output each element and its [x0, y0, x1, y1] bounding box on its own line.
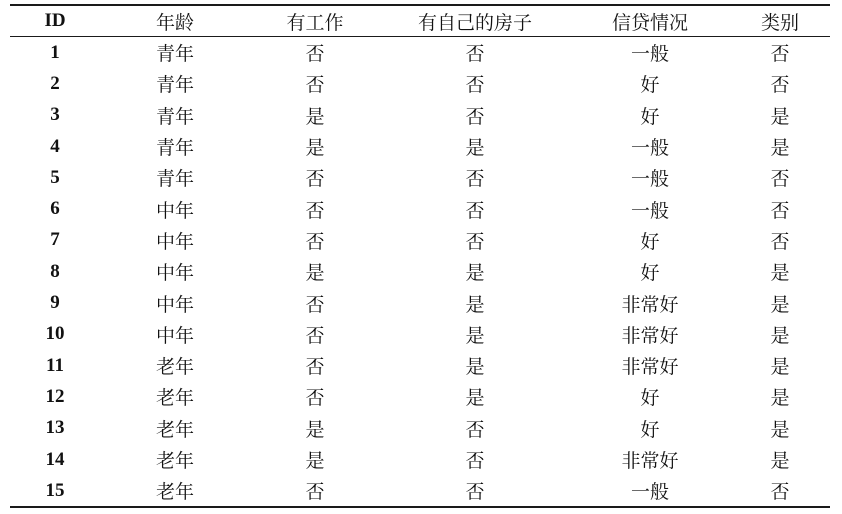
- cell-credit: 一般: [630, 43, 669, 66]
- cell-class: 否: [770, 43, 790, 66]
- cell-has-job: 否: [305, 74, 325, 97]
- loan-data-table: [10, 6, 830, 36]
- cell-has-job: 否: [305, 356, 325, 379]
- cell-credit: 好: [640, 230, 660, 253]
- cell-has-job: 是: [305, 137, 325, 160]
- cell-class: 否: [770, 199, 790, 222]
- cell-age: 青年: [155, 105, 194, 128]
- cell-own-house: 否: [465, 418, 485, 441]
- cell-age: 中年: [155, 293, 194, 316]
- header-own-house: 有自己的房子: [417, 11, 532, 34]
- cell-credit: 好: [640, 262, 660, 285]
- cell-id: 2: [50, 72, 60, 94]
- cell-has-job: 否: [305, 168, 325, 191]
- cell-has-job: 否: [305, 230, 325, 253]
- cell-has-job: 否: [305, 43, 325, 66]
- cell-id: 11: [46, 354, 64, 376]
- cell-age: 青年: [155, 168, 194, 191]
- cell-age: 青年: [155, 74, 194, 97]
- cell-own-house: 是: [465, 387, 485, 410]
- cell-own-house: 否: [465, 230, 485, 253]
- table-row: [10, 381, 830, 412]
- cell-has-job: 否: [305, 199, 325, 222]
- cell-class: 是: [770, 262, 790, 285]
- cell-own-house: 否: [465, 199, 485, 222]
- cell-age: 中年: [155, 324, 194, 347]
- cell-class: 是: [770, 293, 790, 316]
- cell-age: 老年: [155, 418, 194, 441]
- cell-class: 是: [770, 324, 790, 347]
- cell-own-house: 是: [465, 293, 485, 316]
- cell-own-house: 否: [465, 168, 485, 191]
- cell-id: 6: [50, 198, 60, 220]
- cell-id: 12: [45, 385, 65, 407]
- cell-credit: 非常好: [621, 356, 679, 379]
- cell-age: 老年: [155, 450, 194, 472]
- cell-own-house: 是: [465, 324, 485, 347]
- cell-class: 是: [770, 450, 790, 472]
- header-id: ID: [44, 10, 66, 31]
- cell-age: 老年: [155, 481, 194, 504]
- cell-id: 1: [50, 41, 60, 63]
- cell-has-job: 否: [305, 481, 325, 504]
- cell-age: 青年: [155, 43, 194, 66]
- cell-age: 中年: [155, 199, 194, 222]
- table-row: [10, 68, 830, 99]
- cell-own-house: 是: [465, 262, 485, 285]
- header-age: 年龄: [155, 11, 194, 34]
- table-row: [10, 193, 830, 224]
- table-row: [10, 475, 830, 506]
- cell-age: 老年: [155, 387, 194, 410]
- cell-has-job: 否: [305, 387, 325, 410]
- table-row: [10, 319, 830, 350]
- cell-credit: 好: [640, 105, 660, 128]
- cell-id: 3: [50, 104, 60, 126]
- cell-has-job: 是: [305, 105, 325, 128]
- cell-id: 4: [50, 135, 60, 157]
- cell-has-job: 否: [305, 293, 325, 316]
- cell-class: 是: [770, 418, 790, 441]
- cell-class: 否: [770, 230, 790, 253]
- cell-class: 是: [770, 105, 790, 128]
- cell-id: 8: [50, 260, 60, 282]
- cell-has-job: 否: [305, 324, 325, 347]
- cell-age: 中年: [155, 262, 194, 285]
- cell-credit: 一般: [630, 199, 669, 222]
- cell-credit: 一般: [630, 168, 669, 191]
- cell-class: 否: [770, 168, 790, 191]
- cell-age: 老年: [155, 356, 194, 379]
- cell-class: 是: [770, 356, 790, 379]
- cell-class: 否: [770, 481, 790, 504]
- table-row: [10, 131, 830, 162]
- table-row: [10, 100, 830, 131]
- cell-own-house: 否: [465, 105, 485, 128]
- cell-has-job: 是: [305, 418, 325, 441]
- cell-credit: 非常好: [621, 324, 679, 347]
- cell-has-job: 是: [305, 262, 325, 285]
- header-class: 类别: [760, 11, 799, 34]
- cell-class: 是: [770, 387, 790, 410]
- cell-id: 7: [50, 229, 60, 251]
- cell-credit: 好: [640, 418, 660, 441]
- cell-credit: 好: [640, 74, 660, 97]
- header-has-job: 有工作: [286, 11, 344, 34]
- cell-age: 青年: [155, 137, 194, 160]
- cell-credit: 一般: [630, 137, 669, 160]
- table-header-row: [10, 6, 830, 36]
- cell-id: 5: [50, 166, 60, 188]
- data-table-container: [10, 4, 830, 508]
- cell-own-house: 是: [465, 356, 485, 379]
- cell-age: 中年: [155, 230, 194, 253]
- table-row: [10, 162, 830, 193]
- table-row: [10, 444, 830, 475]
- cell-own-house: 否: [465, 450, 485, 472]
- cell-id: 9: [50, 292, 60, 314]
- cell-class: 否: [770, 74, 790, 97]
- table-row: [10, 256, 830, 287]
- cell-class: 是: [770, 137, 790, 160]
- table-bottom-rule: [10, 506, 830, 508]
- cell-id: 10: [45, 323, 65, 345]
- cell-credit: 一般: [630, 481, 669, 504]
- table-row: [10, 225, 830, 256]
- cell-id: 15: [45, 479, 65, 501]
- table-row: [10, 287, 830, 318]
- cell-own-house: 否: [465, 481, 485, 504]
- cell-credit: 非常好: [621, 293, 679, 316]
- loan-data-table-body: [10, 37, 830, 506]
- cell-credit: 好: [640, 387, 660, 410]
- cell-own-house: 否: [465, 43, 485, 66]
- cell-credit: 非常好: [621, 450, 679, 472]
- cell-id: 14: [45, 448, 65, 470]
- table-row: [10, 413, 830, 444]
- table-row: [10, 350, 830, 381]
- header-credit: 信贷情况: [611, 11, 688, 34]
- cell-own-house: 否: [465, 74, 485, 97]
- table-row: [10, 37, 830, 68]
- cell-has-job: 是: [305, 450, 325, 472]
- cell-id: 13: [45, 417, 65, 439]
- cell-own-house: 是: [465, 137, 485, 160]
